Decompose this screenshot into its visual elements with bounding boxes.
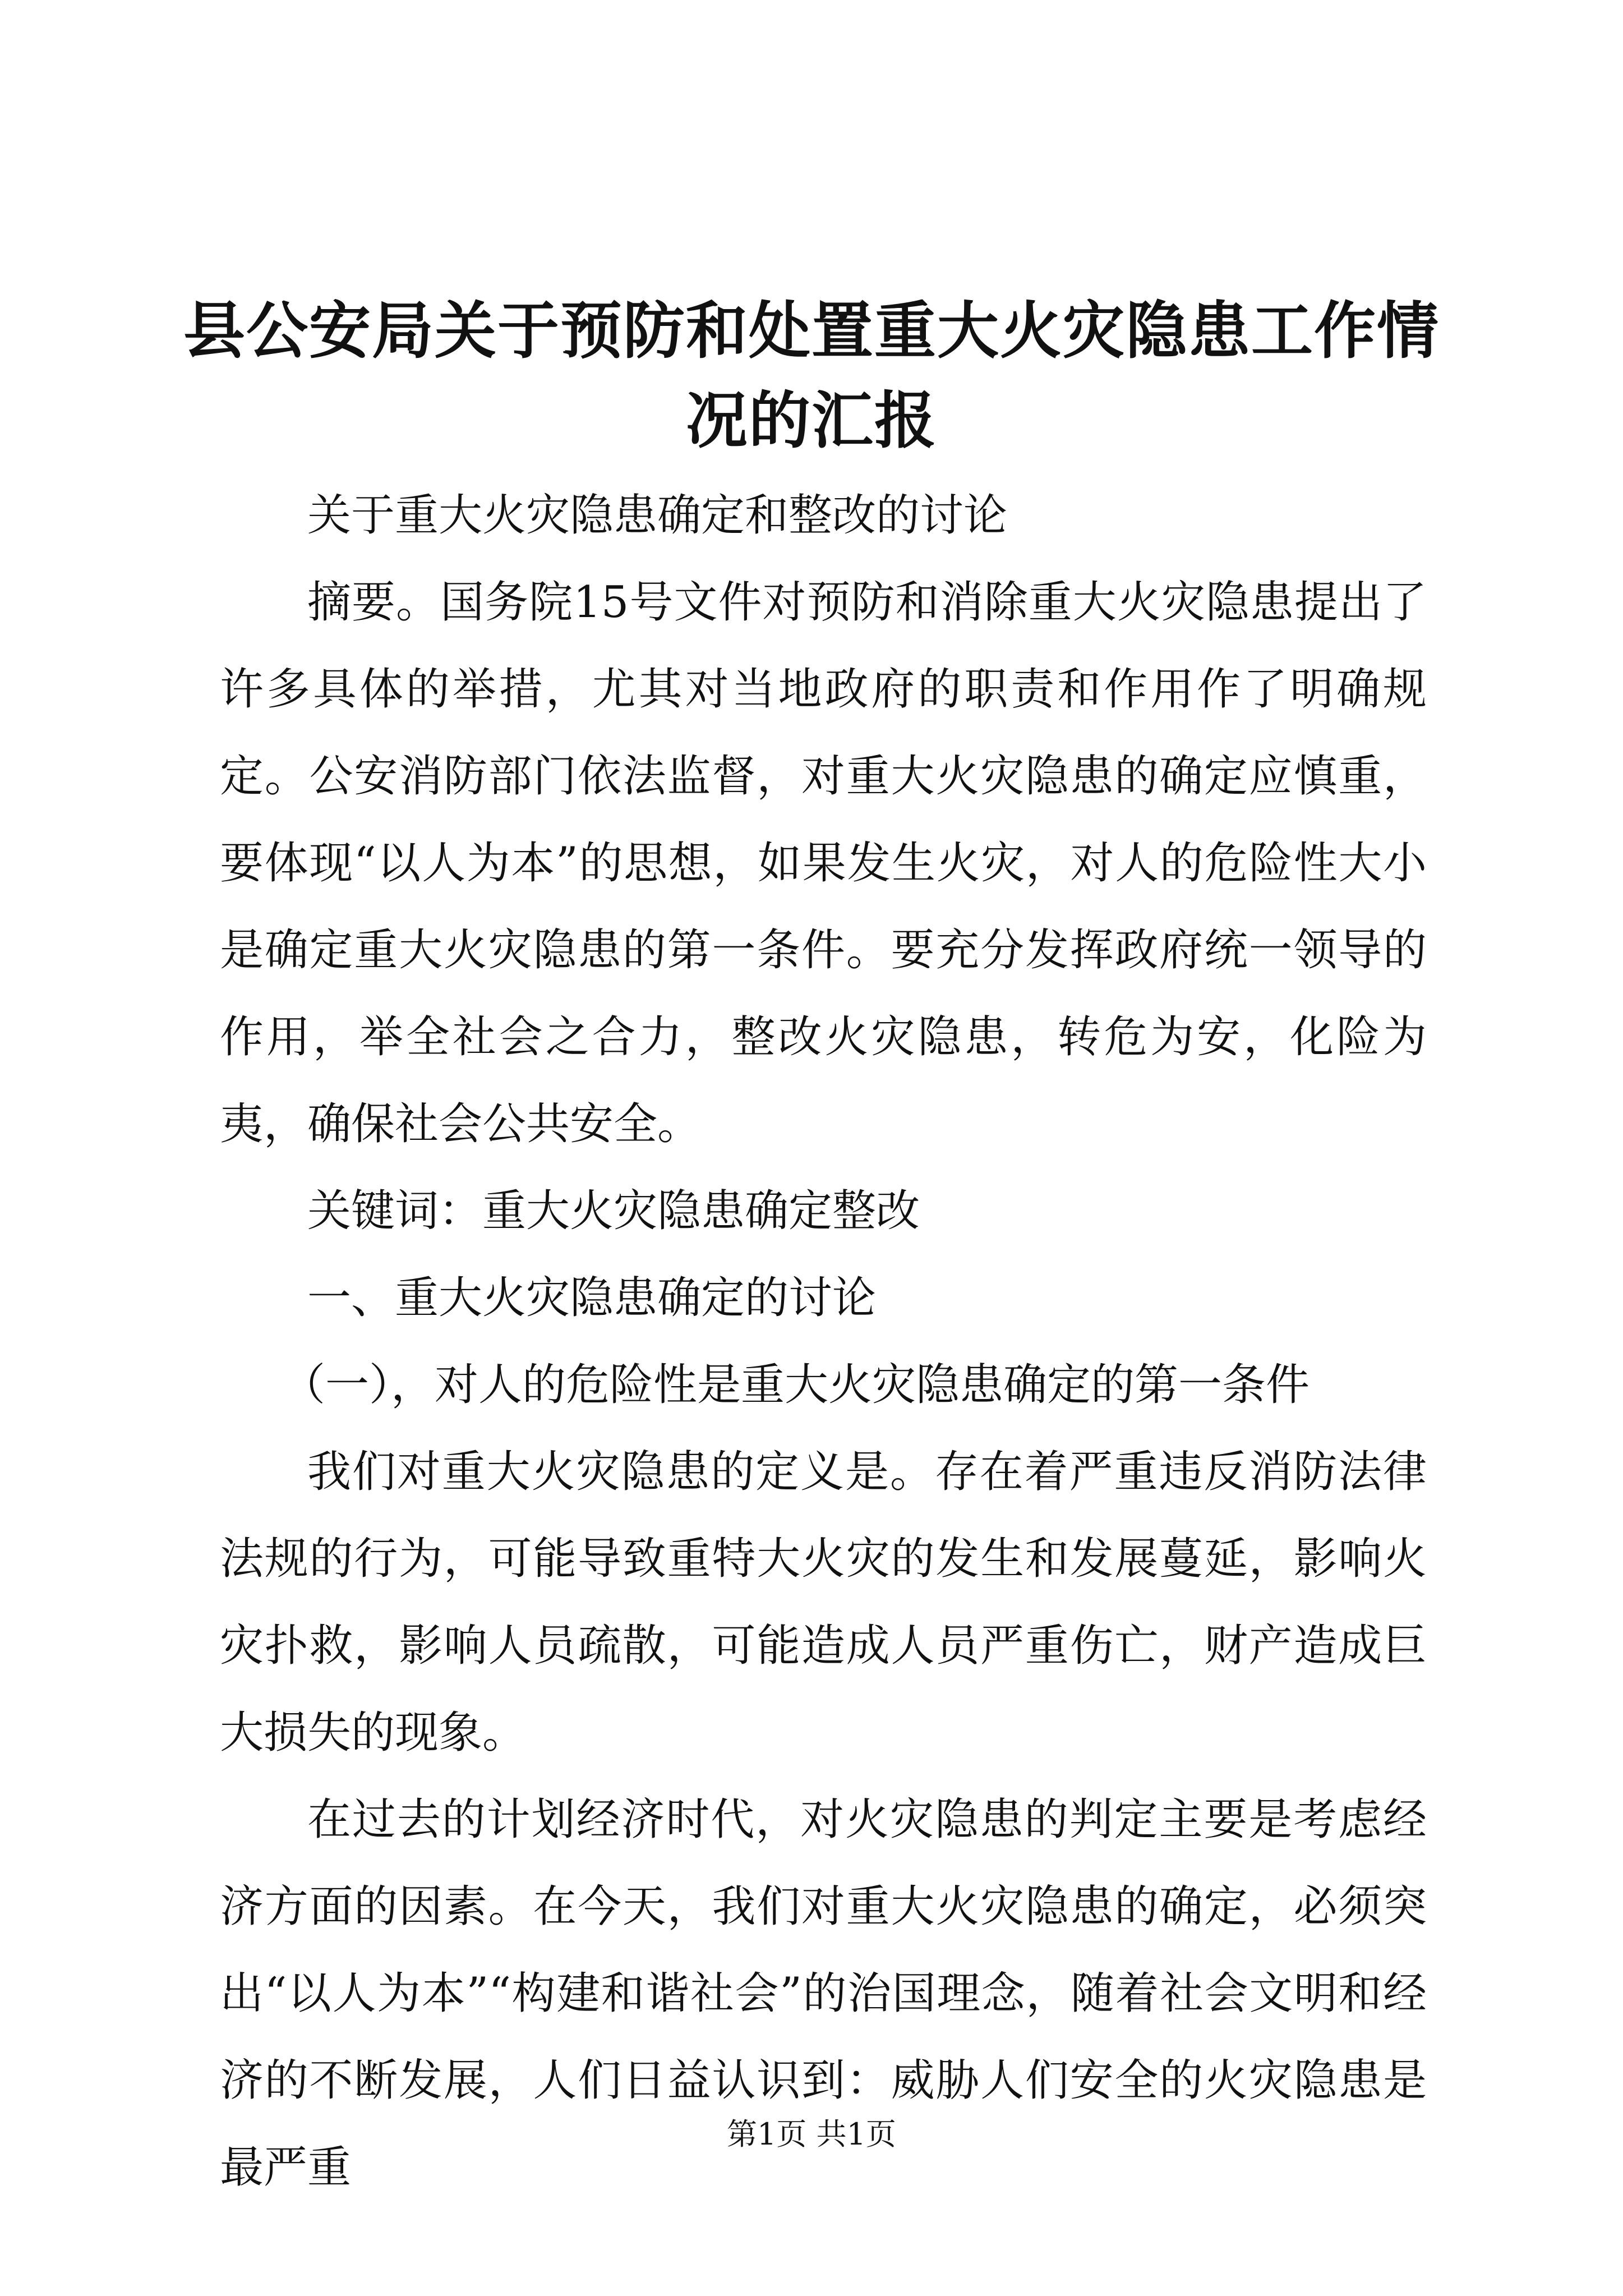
section-heading: 一、重大火灾隐患确定的讨论 xyxy=(307,1273,877,1323)
keywords-paragraph: 关键词：重大火灾隐患确定整改 xyxy=(307,1186,920,1236)
history-paragraph: 在过去的计划经济时代，对火灾隐患的判定主要是考虑经济方面的因素。在今天，我们对重大火灾隐患的确定，必须突出“以人为本”“构建和谐社会”的治国理念，随着社会文明和经济的不断发展，人们日益认识到：威胁人们安全的火灾隐患是最严重 xyxy=(220,1795,1427,2193)
definition-paragraph: 我们对重大火灾隐患的定义是。存在着严重违反消防法律法规的行为，可能导致重特大火灾的发生和发展蔓延，影响火灾扑救，影响人员疏散，可能造成人员严重伤亡，财产造成巨大损失的现象。 xyxy=(220,1447,1427,1758)
page-footer: 第1页 共1页 xyxy=(727,2116,896,2152)
abstract-paragraph: 摘要。国务院15号文件对预防和消除重大火灾隐患提出了许多具体的举措，尤其对当地政府的职责和作用作了明确规定。公安消防部门依法监督，对重大火灾隐患的确定应慎重，要体现“以人为本”的思想，如果发生火灾，对人的危险性大小是确定重大火灾隐患的第一条件。要充分发挥政府统一领导的作用，举全社会之合力，整改火灾隐患，转危为安，化险为夷，确保社会公共安全。 xyxy=(220,577,1427,1149)
document-body xyxy=(220,472,1427,2211)
subtitle-paragraph: 关于重大火灾隐患确定和整改的讨论 xyxy=(307,490,1008,541)
subsection-heading: （一），对人的危险性是重大火灾隐患确定的第一条件 xyxy=(282,1360,1310,1410)
document-title: 县公安局关于预防和处置重大火灾隐患工作情况的汇报 xyxy=(183,295,1440,457)
